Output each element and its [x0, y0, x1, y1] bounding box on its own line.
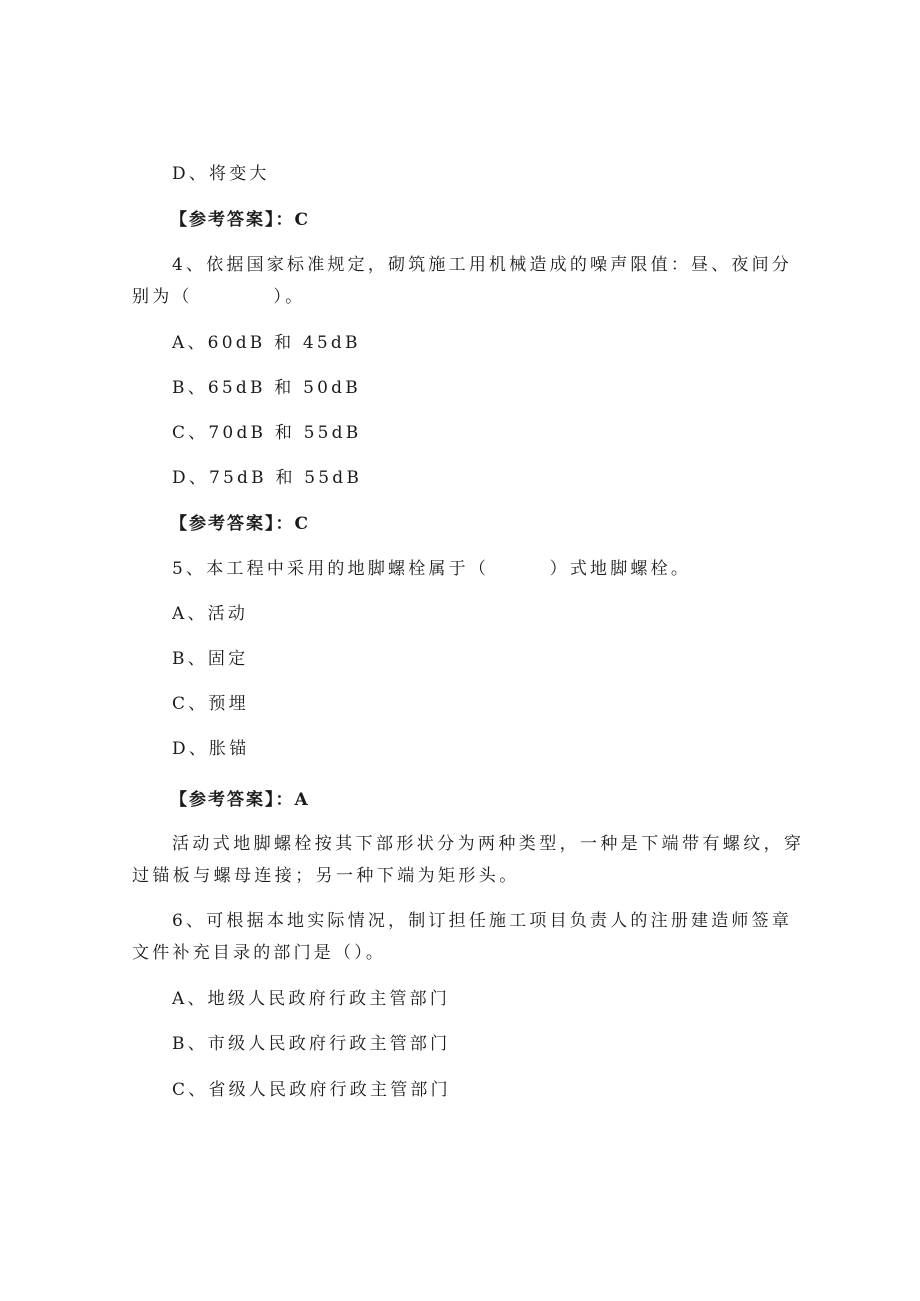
q4-option-b: B、65dB 和 50dB	[172, 378, 361, 398]
q3-option-d: D、将变大	[172, 164, 270, 184]
q4-stem-line2: 别为（ ）。	[132, 287, 306, 307]
q6-stem-line1: 6、可根据本地实际情况，制订担任施工项目负责人的注册建造师签章	[172, 911, 793, 931]
q6-option-b: B、市级人民政府行政主管部门	[172, 1034, 451, 1054]
q4-option-d: D、75dB 和 55dB	[172, 468, 363, 488]
q4-option-c: C、70dB 和 55dB	[172, 423, 362, 443]
q6-option-c: C、省级人民政府行政主管部门	[172, 1080, 451, 1100]
q5-explanation-line2: 过锚板与螺母连接；另一种下端为矩形头。	[132, 866, 520, 886]
q6-stem-line2: 文件补充目录的部门是（）。	[132, 943, 387, 963]
q5-stem: 5、本工程中采用的地脚螺栓属于（ ）式地脚螺栓。	[172, 559, 692, 579]
q5-option-a: A、活动	[172, 604, 249, 624]
q5-option-d: D、胀锚	[172, 739, 250, 759]
q5-answer: 【参考答案】：A	[170, 790, 310, 810]
q5-option-c: C、预埋	[172, 694, 249, 714]
q5-option-b: B、固定	[172, 649, 249, 669]
q4-stem-line1: 4、依据国家标准规定，砌筑施工用机械造成的噪声限值：昼、夜间分	[172, 255, 793, 275]
q3-answer: 【参考答案】：C	[170, 210, 311, 230]
q4-option-a: A、60dB 和 45dB	[172, 333, 361, 353]
q6-option-a: A、地级人民政府行政主管部门	[172, 989, 451, 1009]
q4-answer: 【参考答案】：C	[170, 514, 311, 534]
q5-explanation-line1: 活动式地脚螺栓按其下部形状分为两种类型，一种是下端带有螺纹，穿	[172, 834, 805, 854]
